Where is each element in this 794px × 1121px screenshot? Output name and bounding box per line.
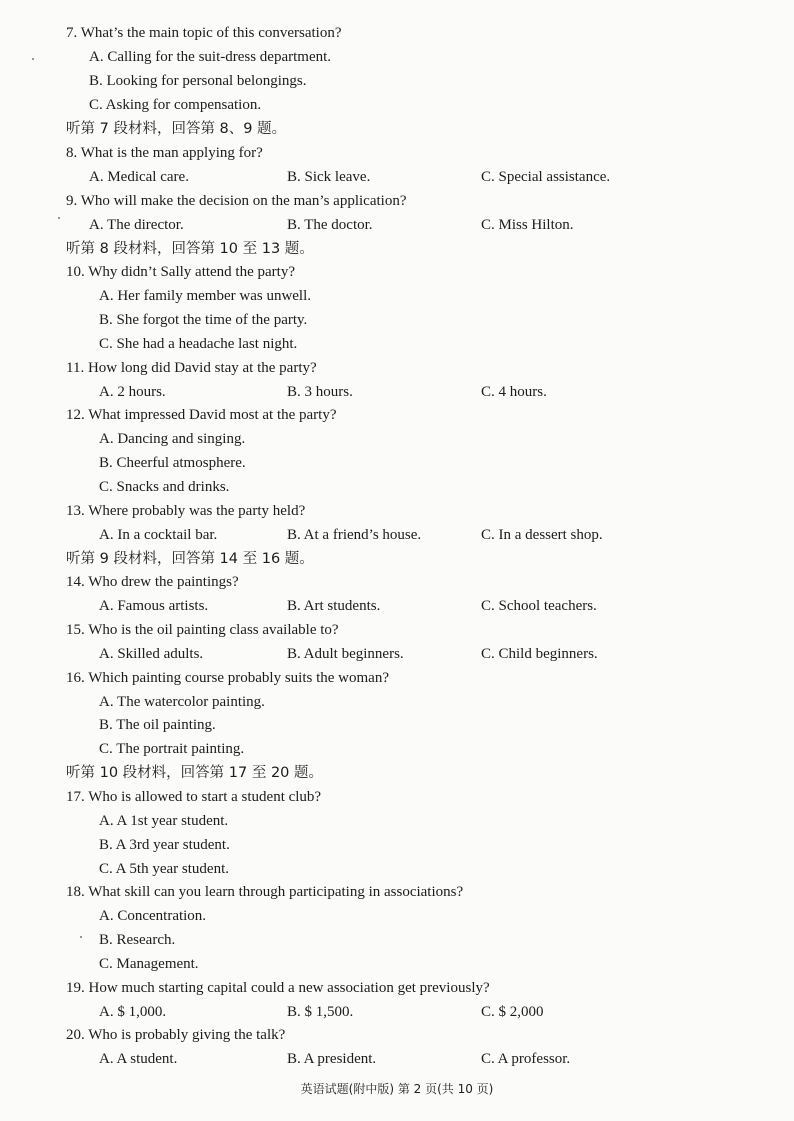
question-15: 15. Who is the oil painting class available to? bbox=[66, 622, 339, 638]
q8-option-b: B. Sick leave. bbox=[287, 169, 371, 185]
scan-speck bbox=[80, 936, 82, 938]
question-11: 11. How long did David stay at the party? bbox=[66, 360, 317, 376]
scan-speck bbox=[32, 58, 34, 60]
q13-option-c: C. In a dessert shop. bbox=[481, 527, 603, 543]
q20-option-a: A. A student. bbox=[99, 1051, 178, 1067]
question-17: 17. Who is allowed to start a student club? bbox=[66, 789, 322, 805]
q19-option-c: C. $ 2,000 bbox=[481, 1004, 544, 1020]
q15-option-b: B. Adult beginners. bbox=[287, 646, 404, 662]
question-13: 13. Where probably was the party held? bbox=[66, 503, 306, 519]
section-heading-7: 听第 7 段材料，回答第 8、9 题。 bbox=[66, 121, 287, 137]
q14-option-a: A. Famous artists. bbox=[99, 598, 209, 614]
q18-option-a: A. Concentration. bbox=[99, 908, 207, 924]
q19-option-b: B. $ 1,500. bbox=[287, 1004, 354, 1020]
page-footer: 英语试题(附中版) 第 2 页(共 10 页) bbox=[300, 1082, 494, 1096]
q18-option-c: C. Management. bbox=[99, 956, 199, 972]
q11-option-a: A. 2 hours. bbox=[99, 384, 166, 400]
q10-option-c: C. She had a headache last night. bbox=[99, 336, 298, 352]
q19-option-a: A. $ 1,000. bbox=[99, 1004, 167, 1020]
q15-option-a: A. Skilled adults. bbox=[99, 646, 204, 662]
q7-option-a: A. Calling for the suit-dress department. bbox=[89, 49, 332, 65]
q17-option-a: A. A 1st year student. bbox=[99, 813, 229, 829]
q17-option-b: B. A 3rd year student. bbox=[99, 837, 230, 853]
q16-option-a: A. The watercolor painting. bbox=[99, 694, 265, 710]
question-12: 12. What impressed David most at the party? bbox=[66, 407, 337, 423]
q14-option-b: B. Art students. bbox=[287, 598, 381, 614]
q20-option-b: B. A president. bbox=[287, 1051, 377, 1067]
question-16: 16. Which painting course probably suits the woman? bbox=[66, 670, 389, 686]
q10-option-a: A. Her family member was unwell. bbox=[99, 288, 312, 304]
section-heading-9: 听第 9 段材料，回答第 14 至 16 题。 bbox=[66, 551, 314, 567]
q7-option-b: B. Looking for personal belongings. bbox=[89, 73, 307, 89]
q9-option-a: A. The director. bbox=[89, 217, 184, 233]
q9-option-b: B. The doctor. bbox=[287, 217, 373, 233]
q7-option-c: C. Asking for compensation. bbox=[89, 97, 262, 113]
q14-option-c: C. School teachers. bbox=[481, 598, 597, 614]
q18-option-b: B. Research. bbox=[99, 932, 176, 948]
q12-option-b: B. Cheerful atmosphere. bbox=[99, 455, 246, 471]
q15-option-c: C. Child beginners. bbox=[481, 646, 598, 662]
q11-option-b: B. 3 hours. bbox=[287, 384, 353, 400]
q13-option-a: A. In a cocktail bar. bbox=[99, 527, 218, 543]
question-18: 18. What skill can you learn through participating in associations? bbox=[66, 884, 464, 900]
question-19: 19. How much starting capital could a new association get previously? bbox=[66, 980, 490, 996]
q16-option-b: B. The oil painting. bbox=[99, 717, 216, 733]
q9-option-c: C. Miss Hilton. bbox=[481, 217, 574, 233]
q12-option-c: C. Snacks and drinks. bbox=[99, 479, 230, 495]
question-20: 20. Who is probably giving the talk? bbox=[66, 1027, 286, 1043]
q10-option-b: B. She forgot the time of the party. bbox=[99, 312, 308, 328]
q11-option-c: C. 4 hours. bbox=[481, 384, 547, 400]
q16-option-c: C. The portrait painting. bbox=[99, 741, 245, 757]
q17-option-c: C. A 5th year student. bbox=[99, 861, 229, 877]
q20-option-c: C. A professor. bbox=[481, 1051, 571, 1067]
q8-option-a: A. Medical care. bbox=[89, 169, 189, 185]
q8-option-c: C. Special assistance. bbox=[481, 169, 611, 185]
question-14: 14. Who drew the paintings? bbox=[66, 574, 239, 590]
q12-option-a: A. Dancing and singing. bbox=[99, 431, 246, 447]
section-heading-10: 听第 10 段材料，回答第 17 至 20 题。 bbox=[66, 765, 324, 781]
question-9: 9. Who will make the decision on the man’s application? bbox=[66, 193, 407, 209]
question-8: 8. What is the man applying for? bbox=[66, 145, 263, 161]
question-10: 10. Why didn’t Sally attend the party? bbox=[66, 264, 295, 280]
scan-speck bbox=[58, 217, 60, 219]
q13-option-b: B. At a friend’s house. bbox=[287, 527, 422, 543]
section-heading-8: 听第 8 段材料，回答第 10 至 13 题。 bbox=[66, 241, 314, 257]
question-7: 7. What’s the main topic of this conversation? bbox=[66, 25, 342, 41]
